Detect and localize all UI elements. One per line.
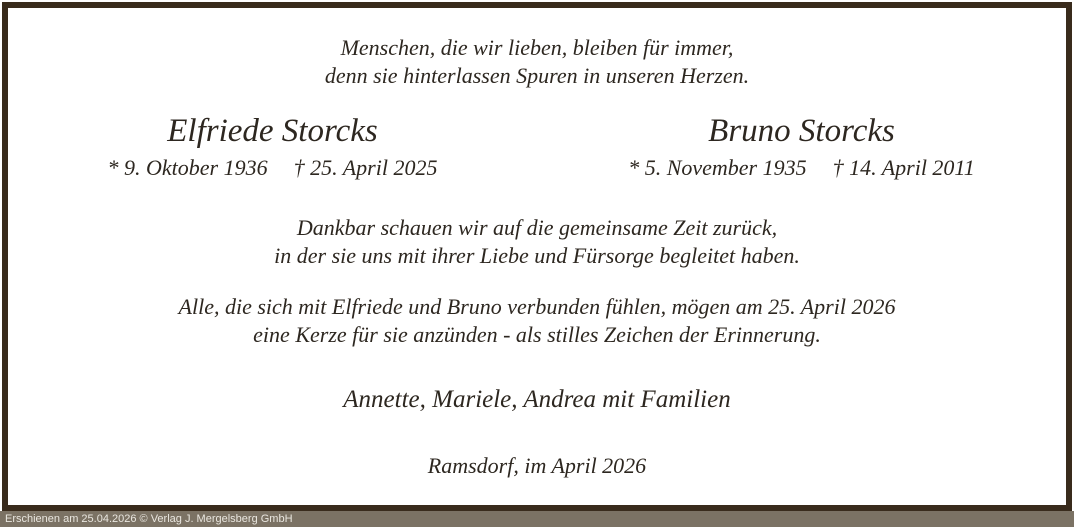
deceased-person-elfriede bbox=[8, 110, 537, 182]
gratitude-line-1: Dankbar schauen wir auf die gemeinsame Zeit zurück, bbox=[296, 215, 778, 240]
place-date-line: Ramsdorf, im April 2026 bbox=[427, 453, 647, 478]
life-dates bbox=[537, 154, 1066, 182]
gratitude-paragraph bbox=[8, 214, 1066, 270]
birth-date: * 5. November 1935 bbox=[628, 155, 807, 180]
opening-quote-line-2: denn sie hinterlassen Spuren in unseren Herzen. bbox=[324, 63, 750, 88]
publication-info: Erschienen am 25.04.2026 © Verlag J. Mergelsberg GmbH bbox=[5, 513, 293, 525]
life-dates bbox=[8, 154, 537, 182]
candle-invitation-paragraph bbox=[8, 293, 1066, 349]
birth-date: * 9. Oktober 1936 bbox=[107, 155, 268, 180]
deceased-name: Elfriede Storcks bbox=[167, 113, 378, 149]
opening-quote-line-1: Menschen, die wir lieben, bleiben für immer, bbox=[340, 35, 734, 60]
gratitude-line-2: in der sie uns mit ihrer Liebe und Fürsorge begleitet haben. bbox=[274, 243, 800, 268]
deceased-row bbox=[8, 110, 1066, 182]
mourning-family-line: Annette, Mariele, Andrea mit Familien bbox=[343, 386, 731, 413]
candle-line-1: Alle, die sich mit Elfriede und Bruno verbunden fühlen, mögen am 25. April 2026 bbox=[178, 294, 896, 319]
memorial-card-frame bbox=[2, 2, 1072, 511]
candle-line-2: eine Kerze für sie anzünden - als stilles Zeichen der Erinnerung. bbox=[253, 322, 821, 347]
opening-quote bbox=[8, 34, 1066, 90]
death-date: † 14. April 2011 bbox=[832, 155, 975, 180]
deceased-person-bruno bbox=[537, 110, 1066, 182]
death-date: † 25. April 2025 bbox=[293, 155, 438, 180]
deceased-name: Bruno Storcks bbox=[708, 113, 895, 149]
publisher-bar bbox=[0, 511, 1074, 527]
memorial-card-content bbox=[8, 8, 1066, 505]
